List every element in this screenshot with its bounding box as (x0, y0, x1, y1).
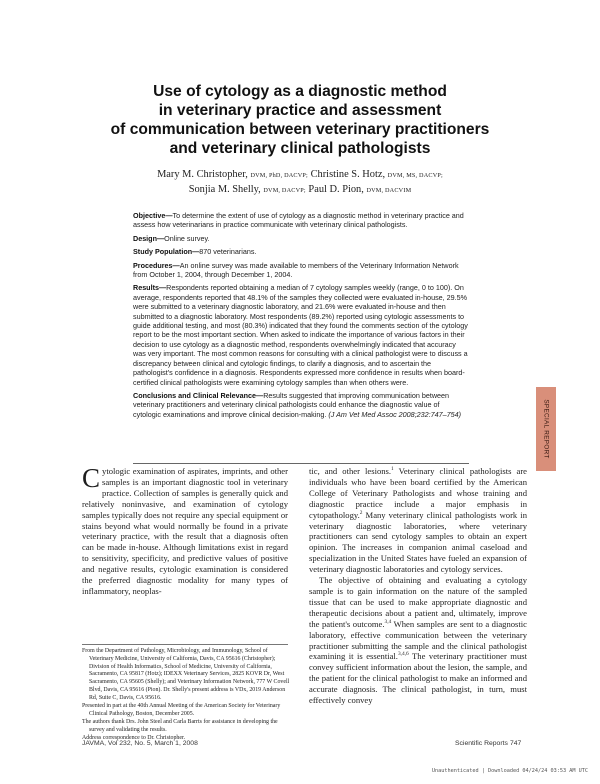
download-stamp: Unauthenticated | Downloaded 04/24/24 03:53 AM UTC (431, 768, 588, 774)
section-text: Results suggested that improving communication between veterinary practitioners and veterinary clinical pathologists could enhance the diagnostic value of cytologic examinations and improve clinical decision-making. (133, 390, 449, 419)
paragraph (82, 463, 288, 597)
section-label: Conclusions and Clinical Relevance— (133, 390, 264, 400)
paragraph-text: When samples are sent to a diagnostic laboratory, effective communication between the veterinary practitioner submitting the sample and the clinical pathologist examining it is essential. (309, 618, 527, 662)
section-tab-label: SPECIAL REPORT (542, 399, 550, 459)
section-text: Respondents reported obtaining a median of 7 cytology samples weekly (range, 0 to 100). On average, respondents reported that 48.1% of the samples they collected were evaluated in-house, 29.5% were submitted to a veterinary diagnostic laboratory, and 21.6% were evaluated in-house and then submitted to a diagnostic laboratory. Most respondents (89.2%) reported using cytologic assessments to guide additional testing, and most (80.3%) indicated that they found the comments section of the cytology report to be the most important section. When asked to indicate the importance of various factors in their decision to use cytology as a diagnostic method, respondents overwhelmingly indicated that accuracy was very important. The most common reasons for consulting with a clinical pathologist were to discuss a discrepancy between clinical and cytologic findings, to clarify a diagnosis, and to ascertain the pathologist's confidence in a diagnosis. Respondents expressed more confidence in results when board-certified clinical pathologists were examining cytology samples than when others were. (133, 283, 468, 387)
paragraph-text: The veterinary practitioner must convey sufficient information about the lesion, the sample, and the patient for the clinical pathologist to make an informed and accurate diagnosis. The clinical pathologist, in turn, must effectively convey (309, 651, 527, 706)
author-name: Christine S. Hotz, (310, 169, 386, 180)
title-line: in veterinary practice and assessment (158, 102, 442, 119)
author-degree: DVM, DACVIM (366, 187, 412, 194)
author-line (70, 183, 530, 198)
abstract-conclusions (133, 391, 468, 419)
author-list (70, 168, 530, 198)
section-text: 870 veterinarians. (199, 247, 257, 257)
reference: 2 (359, 509, 363, 516)
abstract-divider (133, 463, 469, 464)
author-name: Paul D. Pion, (308, 184, 364, 195)
author-degree: DVM, DACVP; (263, 187, 306, 194)
author-degree: DVM, MS, DACVP; (387, 172, 443, 179)
abstract-objective (133, 211, 468, 230)
footnote: The authors thank Drs. John Steel and Carla Barrts for assistance in developing the survey and validating the results. (82, 718, 278, 733)
abstract-results (133, 283, 468, 386)
author-degree: DVM, PhD, DACVP; (250, 172, 308, 179)
paragraph-text: tic, and other lesions. (309, 466, 392, 476)
author-line (70, 168, 530, 183)
footnote-divider (82, 644, 288, 645)
paragraph (309, 466, 527, 575)
article-title (30, 82, 570, 158)
reference: 3,4 (384, 618, 392, 625)
title-line: Use of cytology as a diagnostic method (153, 83, 447, 100)
section-text: Online survey. (164, 233, 210, 243)
section-text: An online survey was made available to members of the Veterinary Information Network from October 1, 2004, through December 1, 2004. (133, 260, 459, 280)
reference: 1 (391, 466, 394, 473)
footnote: Address correspondence to Dr. Christopher. (82, 734, 186, 741)
citation: (J Am Vet Med Assoc 2008;232:747–754) (328, 409, 462, 419)
paragraph-text: ytologic examination of aspirates, imprints, and other samples is an important diagnostic tool in veterinary practice. Collection of samples is generally quick and relatively noninvasive, and examination of cytology samples typically does not require any special equipment or stains beyond what would normally be found in a private veterinary practice, with the result that a diagnosis often can be made in-house. Although limitations exist in regard to sensitivity, specificity, and predictive values of positive and negative results, cytologic examination is considered the preferred diagnostic modality for many types of inflammatory, neoplas- (82, 466, 288, 596)
abstract (133, 211, 468, 423)
drop-cap: C (82, 463, 101, 493)
journal-info: JAVMA, Vol 232, No. 5, March 1, 2008 (82, 740, 198, 747)
author-name: Sonjia M. Shelly, (188, 184, 261, 195)
section-label: Design— (133, 233, 165, 243)
paragraph (309, 575, 527, 706)
reference: 3,4,6 (397, 651, 409, 658)
section-tab (536, 387, 556, 471)
paragraph-text: The objective of obtaining and evaluating a cytology sample is to gain information on the nature of the sampled tissue that can be used to make appropriate diagnostic and therapeutic decisions about a patient and, ultimately, improve the patient's outcome. (309, 575, 527, 629)
section-text: To determine the extent of use of cytology as a diagnostic method in veterinary practice and assess how veterinarians in practice communicate with veterinary clinical pathologists. (133, 211, 464, 230)
paragraph-text: Many veterinary clinical pathologists work in veterinary diagnostic laboratories, where veterinary practitioners can send cytology samples to obtain an expert opinion. The increases in companion animal caseload and specialization in the United States have fueled an expansion of veterinary diagnostic laboratories and cytology services. (309, 509, 527, 575)
footnotes (82, 648, 292, 743)
body-column-right (309, 466, 527, 706)
page-number: 747 (510, 740, 522, 747)
footnote: From the Department of Pathology, Microbiology, and Immunology, School of Veterinary Medicine, University of California, Davis, CA 95616 (Christopher); Division of Health Informatics, School of Medicine, University of California, Sacramento, CA 95817 (Hotz); IDEXX Veterinary Services, 2825 KOVR Dr, West Sacramento, CA 95605 (Shelly); and Veterinary Information Network, 777 W Covell Blvd, Davis, CA 95616 (Pion). Dr. Shelly's present address is VDx, 2019 Anderson Rd, Suite C, Davis, CA 95616. (82, 648, 290, 701)
abstract-population (133, 247, 468, 256)
body-column-left (82, 463, 288, 597)
paragraph-text: Veterinary clinical pathologists are individuals who have been board certified by the American College of Veterinary Pathologists and whose training and diagnostic practice include a major emphasis in cytopathology. (309, 466, 527, 520)
section-label: Results— (133, 283, 167, 293)
abstract-design (133, 234, 468, 243)
title-line: of communication between veterinary practitioners (110, 121, 490, 138)
section-name: Scientific Reports (455, 740, 508, 747)
footnote: Presented in part at the 40th Annual Meeting of the American Society for Veterinary Clinical Pathology, Boston, December 2005. (82, 702, 281, 717)
section-label: Study Population— (133, 247, 200, 257)
title-line: and veterinary clinical pathologists (169, 140, 431, 157)
author-name: Mary M. Christopher, (157, 169, 248, 180)
section-label: Objective— (133, 211, 173, 220)
abstract-procedures (133, 261, 468, 280)
section-label: Procedures— (133, 260, 180, 270)
